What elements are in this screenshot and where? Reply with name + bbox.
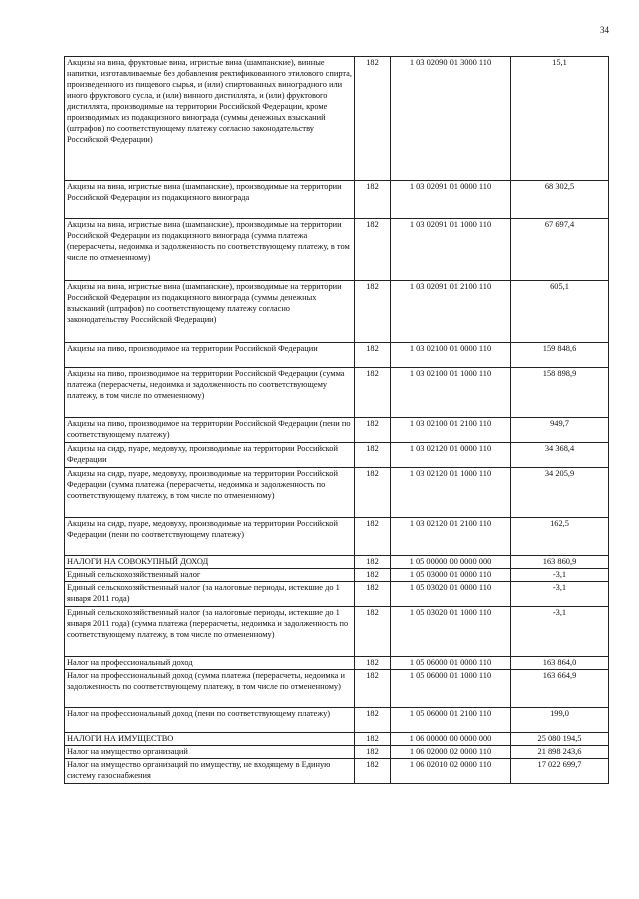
row-code-cell: 1 05 06000 01 1000 110 [391,670,511,708]
row-amount-cell: 67 697,4 [511,219,609,281]
row-amount-cell: 15,1 [511,57,609,181]
row-amount-cell: 68 302,5 [511,181,609,219]
row-amount-cell: 34 368,4 [511,443,609,468]
table-row [65,518,609,556]
table-row [65,670,609,708]
row-name-cell: Акцизы на вина, фруктовые вина, игристые вина (шампанские), винные напитки, изготавливаемые без добавления ректификованного этилового спирта, произведенного из пищевого сырья, и (или) спиртованных виноградного или иного фруктового сусла, и (или) винного дистиллята, и (или) фруктового дистиллята, производимые на территории Российской Федерации, кроме производимых из подакцизного винограда (суммы денежных взысканий (штрафов) по соответствующему платежу согласно законодательству Российской Федерации) [65,57,355,181]
row-name-cell: Акцизы на вина, игристые вина (шампанские), производимые на территории Российской Федерации из подакцизного винограда [65,181,355,219]
row-name-cell: Налог на имущество организаций [65,746,355,759]
row-name-cell: Акцизы на пиво, производимое на территории Российской Федерации [65,343,355,368]
revenue-table [64,56,609,784]
row-admin-cell: 182 [355,343,391,368]
row-admin-cell: 182 [355,518,391,556]
row-code-cell: 1 05 06000 01 2100 110 [391,708,511,733]
table-row [65,181,609,219]
row-name-cell: Единый сельскохозяйственный налог [65,569,355,582]
row-code-cell: 1 05 03020 01 0000 110 [391,582,511,607]
row-admin-cell: 182 [355,670,391,708]
row-code-cell: 1 03 02091 01 2100 110 [391,281,511,343]
row-code-cell: 1 06 02000 02 0000 110 [391,746,511,759]
row-name-cell: НАЛОГИ НА ИМУЩЕСТВО [65,733,355,746]
row-code-cell: 1 03 02090 01 3000 110 [391,57,511,181]
row-amount-cell: 162,5 [511,518,609,556]
row-admin-cell: 182 [355,733,391,746]
row-admin-cell: 182 [355,746,391,759]
row-code-cell: 1 03 02120 01 2100 110 [391,518,511,556]
row-admin-cell: 182 [355,418,391,443]
row-amount-cell: 163 864,0 [511,657,609,670]
table-row [65,57,609,181]
row-name-cell: Единый сельскохозяйственный налог (за налоговые периоды, истекшие до 1 января 2011 года) (сумма платежа (перерасчеты, недоимка и задолженность по соответствующему платежу, в том числе по отмененному) [65,607,355,657]
row-admin-cell: 182 [355,57,391,181]
row-name-cell: Акцизы на сидр, пуаре, медовуху, производимые на территории Российской Федерации (пени по соответствующему платежу) [65,518,355,556]
row-code-cell: 1 06 02010 02 0000 110 [391,759,511,784]
row-code-cell: 1 03 02091 01 0000 110 [391,181,511,219]
row-amount-cell: 158 898,9 [511,368,609,418]
row-amount-cell: 163 860,9 [511,556,609,569]
table-row [65,569,609,582]
row-code-cell: 1 03 02100 01 2100 110 [391,418,511,443]
row-admin-cell: 182 [355,759,391,784]
row-name-cell: Налог на профессиональный доход (пени по соответствующему платежу) [65,708,355,733]
table-row [65,556,609,569]
row-admin-cell: 182 [355,569,391,582]
row-name-cell: Акцизы на сидр, пуаре, медовуху, производимые на территории Российской Федерации [65,443,355,468]
table-row [65,657,609,670]
row-admin-cell: 182 [355,443,391,468]
row-amount-cell: 199,0 [511,708,609,733]
row-amount-cell: 163 664,9 [511,670,609,708]
row-code-cell: 1 03 02120 01 1000 110 [391,468,511,518]
table-row [65,708,609,733]
row-name-cell: Налог на профессиональный доход (сумма платежа (перерасчеты, недоимка и задолженность по соответствующему платежу, в том числе по отмененному) [65,670,355,708]
row-admin-cell: 182 [355,556,391,569]
row-name-cell: НАЛОГИ НА СОВОКУПНЫЙ ДОХОД [65,556,355,569]
row-amount-cell: 17 022 699,7 [511,759,609,784]
table-row [65,607,609,657]
row-admin-cell: 182 [355,281,391,343]
row-amount-cell: -3,1 [511,582,609,607]
table-row [65,468,609,518]
row-admin-cell: 182 [355,708,391,733]
table-row [65,219,609,281]
row-admin-cell: 182 [355,468,391,518]
row-admin-cell: 182 [355,582,391,607]
row-code-cell: 1 03 02120 01 0000 110 [391,443,511,468]
row-code-cell: 1 06 00000 00 0000 000 [391,733,511,746]
table-row [65,733,609,746]
row-amount-cell: 605,1 [511,281,609,343]
row-amount-cell: -3,1 [511,569,609,582]
row-code-cell: 1 05 00000 00 0000 000 [391,556,511,569]
table-row [65,582,609,607]
row-name-cell: Налог на профессиональный доход [65,657,355,670]
row-name-cell: Акцизы на вина, игристые вина (шампанские), производимые на территории Российской Федерации из подакцизного винограда (сумма платежа (перерасчеты, недоимка и задолженность по соответствующему платежу, в том числе по отмененному) [65,219,355,281]
row-amount-cell: 159 848,6 [511,343,609,368]
row-code-cell: 1 05 03020 01 1000 110 [391,607,511,657]
table-row [65,443,609,468]
row-code-cell: 1 03 02100 01 1000 110 [391,368,511,418]
row-code-cell: 1 05 06000 01 0000 110 [391,657,511,670]
row-amount-cell: 34 205,9 [511,468,609,518]
row-code-cell: 1 05 03000 01 0000 110 [391,569,511,582]
row-amount-cell: 25 080 194,5 [511,733,609,746]
row-amount-cell: 21 898 243,6 [511,746,609,759]
row-admin-cell: 182 [355,607,391,657]
table-row [65,281,609,343]
revenue-table-body [65,57,609,784]
row-name-cell: Акцизы на сидр, пуаре, медовуху, производимые на территории Российской Федерации (сумма платежа (перерасчеты, недоимка и задолженность по соответствующему платежу, в том числе по отмененному) [65,468,355,518]
row-name-cell: Единый сельскохозяйственный налог (за налоговые периоды, истекшие до 1 января 2011 года) [65,582,355,607]
row-amount-cell: -3,1 [511,607,609,657]
table-row [65,746,609,759]
row-admin-cell: 182 [355,368,391,418]
table-row [65,759,609,784]
row-amount-cell: 949,7 [511,418,609,443]
row-name-cell: Акцизы на пиво, производимое на территории Российской Федерации (пени по соответствующему платежу) [65,418,355,443]
row-name-cell: Акцизы на пиво, производимое на территории Российской Федерации (сумма платежа (перерасчеты, недоимка и задолженность по соответствующему платежу, в том числе по отмененному) [65,368,355,418]
row-name-cell: Налог на имущество организаций по имуществу, не входящему в Единую систему газоснабжения [65,759,355,784]
row-code-cell: 1 03 02091 01 1000 110 [391,219,511,281]
row-admin-cell: 182 [355,219,391,281]
row-name-cell: Акцизы на вина, игристые вина (шампанские), производимые на территории Российской Федерации из подакцизного винограда (суммы денежных взысканий (штрафов) по соответствующему платежу согласно законодательству Российской Федерации) [65,281,355,343]
row-admin-cell: 182 [355,657,391,670]
row-code-cell: 1 03 02100 01 0000 110 [391,343,511,368]
table-row [65,368,609,418]
table-row [65,418,609,443]
table-row [65,343,609,368]
row-admin-cell: 182 [355,181,391,219]
page-number: 34 [600,25,609,35]
